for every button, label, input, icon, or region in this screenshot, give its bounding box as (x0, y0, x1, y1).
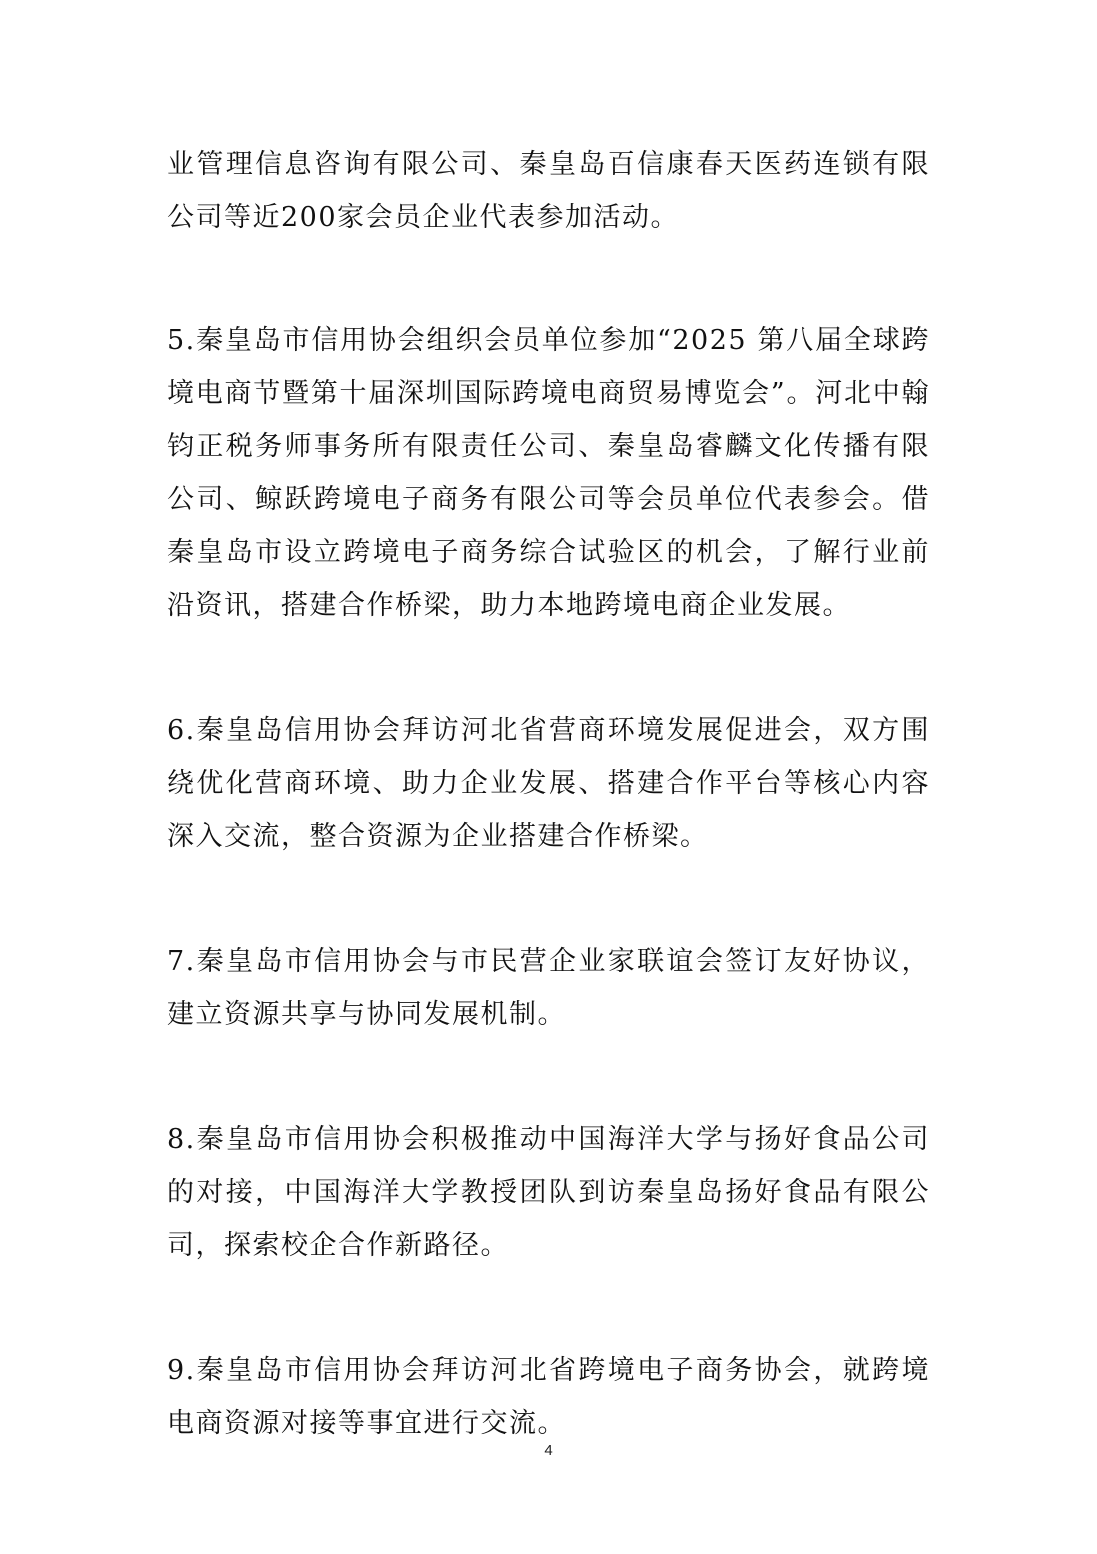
paragraph-item-7: 7.秦皇岛市信用协会与市民营企业家联谊会签订友好协议，建立资源共享与协同发展机制。 (167, 946, 930, 1030)
paragraph-item-5: 5.秦皇岛市信用协会组织会员单位参加“2025 第八届全球跨境电商节暨第十届深圳国际跨境电商贸易博览会”。河北中翰钧正税务师事务所有限责任公司、秦皇岛睿麟文化传播有限公司、鲸跃跨境电子商务有限公司等会员单位代表参会。借秦皇岛市设立跨境电子商务综合试验区的机会，了解行业前沿资讯，搭建合作桥梁，助力本地跨境电商企业发展。 (167, 325, 930, 621)
paragraph-item-9: 9.秦皇岛市信用协会拜访河北省跨境电子商务协会，就跨境电商资源对接等事宜进行交流。 (167, 1355, 930, 1439)
paragraph-continuation: 业管理信息咨询有限公司、秦皇岛百信康春天医药连锁有限公司等近200家会员企业代表参加活动。 (167, 149, 930, 233)
paragraph-item-6: 6.秦皇岛信用协会拜访河北省营商环境发展促进会，双方围绕优化营商环境、助力企业发展、搭建合作平台等核心内容深入交流，整合资源为企业搭建合作桥梁。 (167, 715, 930, 852)
paragraph-item-8: 8.秦皇岛市信用协会积极推动中国海洋大学与扬好食品公司的对接，中国海洋大学教授团队到访秦皇岛扬好食品有限公司，探索校企合作新路径。 (167, 1124, 930, 1261)
page-number: 4 (544, 1442, 553, 1459)
document-body (167, 138, 930, 1450)
